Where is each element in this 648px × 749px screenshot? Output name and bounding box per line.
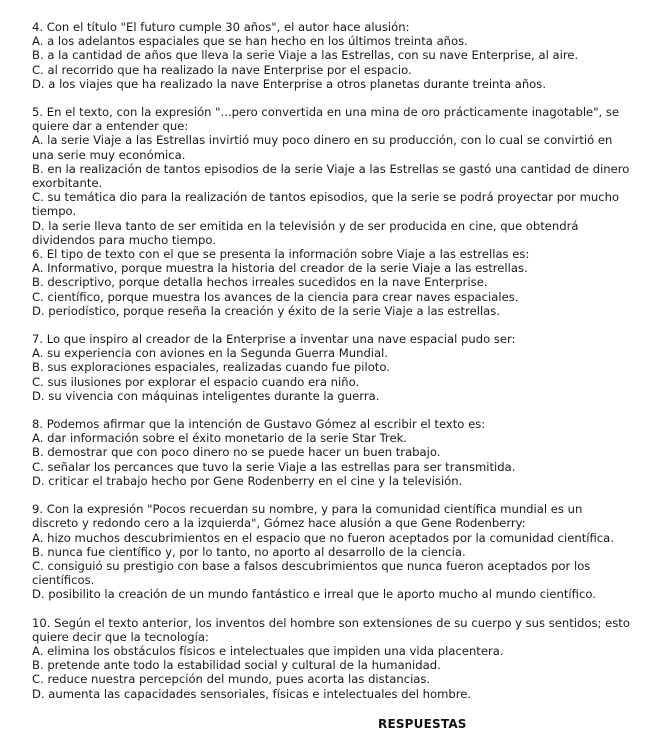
question-stem: 10. Según el texto anterior, los inventos del hombre son extensiones de su cuerpo y sus sentidos; esto quiere decir que la tecnología: [32,615,630,644]
question-6 [32,247,632,318]
option-c: C. señalar los percances que tuvo la serie Viaje a las estrellas para ser transmitida. [32,459,516,474]
option-d: D. a los viajes que ha realizado la nave Enterprise a otros planetas durante treinta años. [32,76,547,91]
option-a: A. elimina los obstáculos físicos e intelectuales que impiden una vida placentera. [32,643,504,658]
option-c: C. al recorrido que ha realizado la nave Enterprise por el espacio. [32,62,412,77]
option-d: D. su vivencia con máquinas inteligentes durante la guerra. [32,388,380,403]
option-d: D. la serie lleva tanto de ser emitida en la televisión y de ser producida en cine, que obtendrá dividendos para mucho tiempo. [32,218,579,247]
option-a: A. dar información sobre el éxito monetario de la serie Star Trek. [32,431,407,446]
question-stem: 6. El tipo de texto con el que se presenta la información sobre Viaje a las estrellas es: [32,247,530,262]
question-stem: 5. En el texto, con la expresión "...pero convertida en una mina de oro prácticamente inagotable", se quiere dar a entender que: [32,105,620,134]
option-a: A. hizo muchos descubrimientos en el espacio que no fueron aceptados por la comunidad científica. [32,530,614,545]
option-d: D. periodístico, porque reseña la creación y éxito de la serie Viaje a las estrellas. [32,303,501,318]
option-d: D. criticar el trabajo hecho por Gene Rodenberry en el cine y la televisión. [32,473,463,488]
option-c: C. reduce nuestra percepción del mundo, pues acorta las distancias. [32,672,431,687]
option-c: C. su temática dio para la realización de tantos episodios, que la serie se podrá proyectar por mucho tiempo. [32,190,620,219]
question-10 [32,616,632,701]
option-d: D. aumenta las capacidades sensoriales, físicas e intelectuales del hombre. [32,686,472,701]
question-stem: 9. Con la expresión "Pocos recuerdan su nombre, y para la comunidad científica mundial es un discreto y redondo cero a la izquierda", Gómez hace alusión a que Gene Rodenberry: [32,502,583,531]
question-5 [32,105,632,247]
option-a: A. la serie Viaje a las Estrellas invirtió muy poco dinero en su producción, con lo cual se convirtió en una serie muy económica. [32,133,613,162]
option-a: A. su experiencia con aviones en la Segunda Guerra Mundial. [32,346,389,361]
option-b: B. nunca fue científico y, por lo tanto, no aporto al desarrollo de la ciencia. [32,544,466,559]
question-stem: 4. Con el título "El futuro cumple 30 años", el autor hace alusión: [32,20,410,34]
question-7 [32,332,632,403]
option-b: B. demostrar que con poco dinero no se puede hacer un buen trabajo. [32,445,441,460]
option-b: B. en la realización de tantos episodios de la serie Viaje a las Estrellas se gastó una cantidad de dinero exorbitante. [32,161,630,191]
option-b: B. descriptivo, porque detalla hechos irreales sucedidos en la nave Enterprise. [32,275,488,290]
option-a: A. a los adelantos espaciales que se han hecho en los últimos treinta años. [32,34,468,49]
question-8 [32,417,632,488]
question-4 [32,20,632,91]
option-d: D. posibilito la creación de un mundo fantástico e irreal que le aporto mucho al mundo científico. [32,587,596,602]
option-c: C. sus ilusiones por explorar el espacio cuando era niño. [32,374,360,389]
question-9 [32,502,632,601]
option-c: C. científico, porque muestra los avances de la ciencia para crear naves espaciales. [32,289,519,304]
questions-list [32,20,632,701]
question-stem: 8. Podemos afirmar que la intención de Gustavo Gómez al escribir el texto es: [32,417,486,432]
option-a: A. Informativo, porque muestra la historia del creador de la serie Viaje a las estrellas. [32,261,528,276]
answers-heading: RESPUESTAS [378,717,467,731]
option-c: C. consiguió su prestigio con base a falsos descubrimientos que nunca fueron aceptados por los científicos. [32,558,591,588]
option-b: B. a la cantidad de años que lleva la serie Viaje a las Estrellas, con su nave Enterprise, al aire. [32,48,579,63]
option-b: B. pretende ante todo la estabilidad social y cultural de la humanidad. [32,658,441,673]
option-b: B. sus exploraciones espaciales, realizadas cuando fue piloto. [32,360,390,375]
question-stem: 7. Lo que inspiro al creador de la Enterprise a inventar una nave espacial pudo ser: [32,332,516,347]
